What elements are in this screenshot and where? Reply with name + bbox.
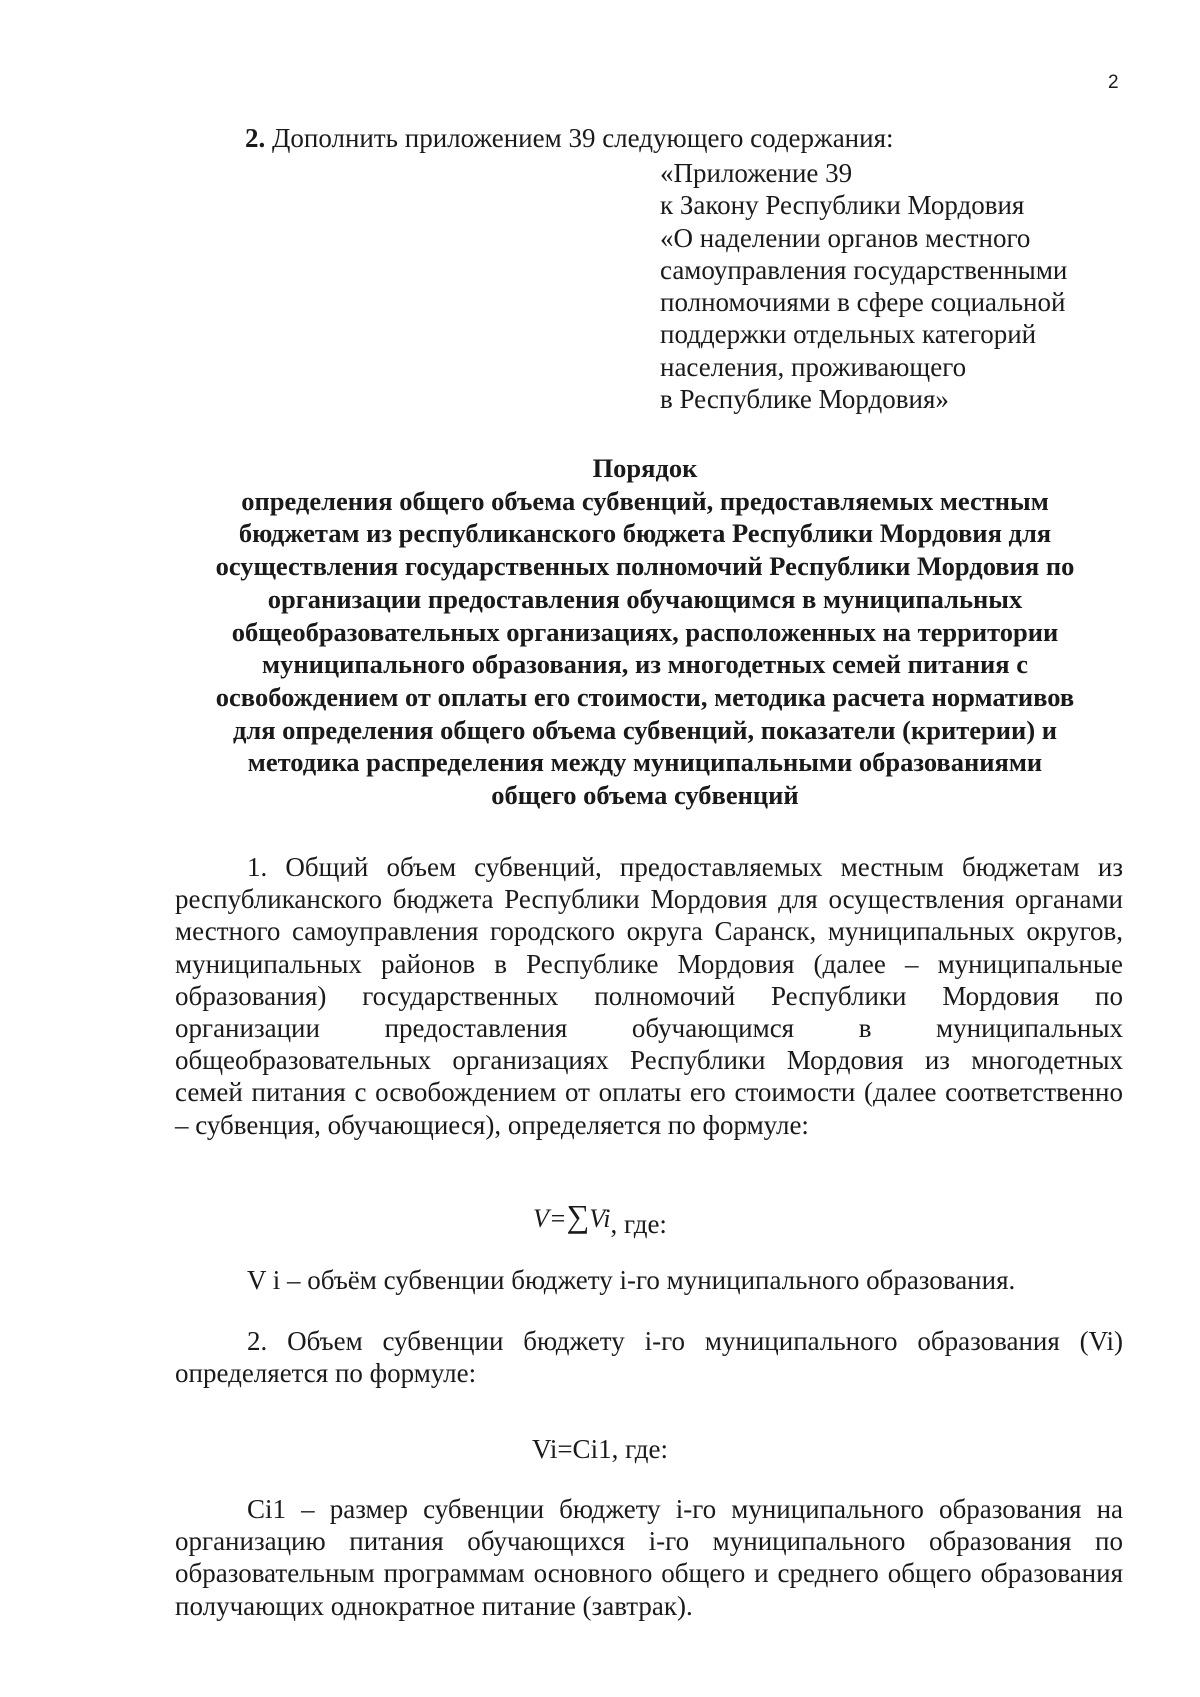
appendix-line: полномочиями в сфере социальной	[660, 287, 1066, 318]
appendix-line: к Закону Республики Мордовия	[660, 190, 1025, 221]
appendix-line: самоуправления государственными	[660, 254, 1068, 285]
title-heading: Порядок	[592, 453, 698, 483]
appendix-line: «Приложение 39	[660, 158, 853, 188]
appendix-header	[660, 157, 1067, 415]
paragraph-1	[175, 851, 1123, 1141]
paragraph-2	[175, 1325, 1123, 1389]
paragraph-1-text: 1. Общий объем субвенций, предоставляемых местным бюджетам из республиканского бюджета Республики Мордовия для осуществления органами местного самоуправления городского округа Саранск, муниципальных округов, муниципальных районов в Республике Мордовия (далее – муниципальные образования) государственных полномочий Республики Мордовия по организации предоставления обучающимся в муниципальных общеобразовательных организациях Республики Мордовия из многодетных семей питания с освобождением от оплаты его стоимости (далее соответственно – субвенция, обучающиеся), определяется по формуле:	[175, 852, 1123, 1140]
title-line: муниципального образования, из многодетных семей питания с	[262, 649, 1028, 680]
intro-line	[245, 122, 894, 154]
title-line: освобождением от оплаты его стоимости, методика расчета нормативов	[215, 681, 1075, 712]
title-line: методика распределения между муниципальными образованиями	[247, 747, 1043, 778]
title-line: определения общего объема субвенций, предоставляемых местным	[241, 485, 1049, 516]
formula-lhs: V	[533, 1204, 549, 1233]
paragraph-3-text: Ci1 – размер субвенции бюджету i-го муниципального образования на организацию питания обучающихся i-го муниципального образования по образовательным программам основного общего и среднего общего образования получающих однократное питание (завтрак).	[175, 1494, 1123, 1621]
appendix-line: населения, проживающего	[660, 351, 967, 382]
formula-vi: Vi=Ci1, где:	[531, 1434, 669, 1464]
title-line: осуществления государственных полномочий Республики Мордовия по	[215, 551, 1075, 582]
title-line: для определения общего объема субвенций, показатели (критерии) и	[232, 714, 1058, 745]
formula-suffix: , где:	[610, 1209, 667, 1239]
appendix-line: в Республике Мордовия»	[660, 384, 949, 415]
intro-number: 2.	[245, 123, 266, 153]
formula-sum-expression	[533, 1200, 610, 1235]
intro-text: Дополнить приложением 39 следующего содержания:	[272, 123, 894, 153]
document-title	[170, 452, 1120, 812]
sigma-symbol: ∑	[566, 1198, 590, 1234]
definition-vi: V i – объём субвенции бюджету i-го муниципального образования.	[247, 1265, 1016, 1295]
title-line: общего объема субвенций	[491, 780, 799, 811]
formula-rhs: Vi	[589, 1204, 611, 1233]
title-line: бюджетам из республиканского бюджета Республики Мордовия для	[238, 518, 1052, 549]
paragraph-2-text: 2. Объем субвенции бюджету i-го муниципального образования (Vi) определяется по формуле:	[175, 1326, 1123, 1389]
formula-sum	[0, 1198, 1200, 1241]
appendix-line: поддержки отдельных категорий	[660, 319, 1037, 350]
paragraph-3	[175, 1493, 1123, 1622]
title-line: организации предоставления обучающимся в муниципальных	[267, 583, 1023, 614]
page-number: 2	[1108, 72, 1119, 93]
formula-equals: =	[548, 1204, 567, 1233]
appendix-line: «О наделении органов местного	[660, 222, 1031, 253]
title-line: общеобразовательных организациях, расположенных на территории	[231, 616, 1059, 647]
